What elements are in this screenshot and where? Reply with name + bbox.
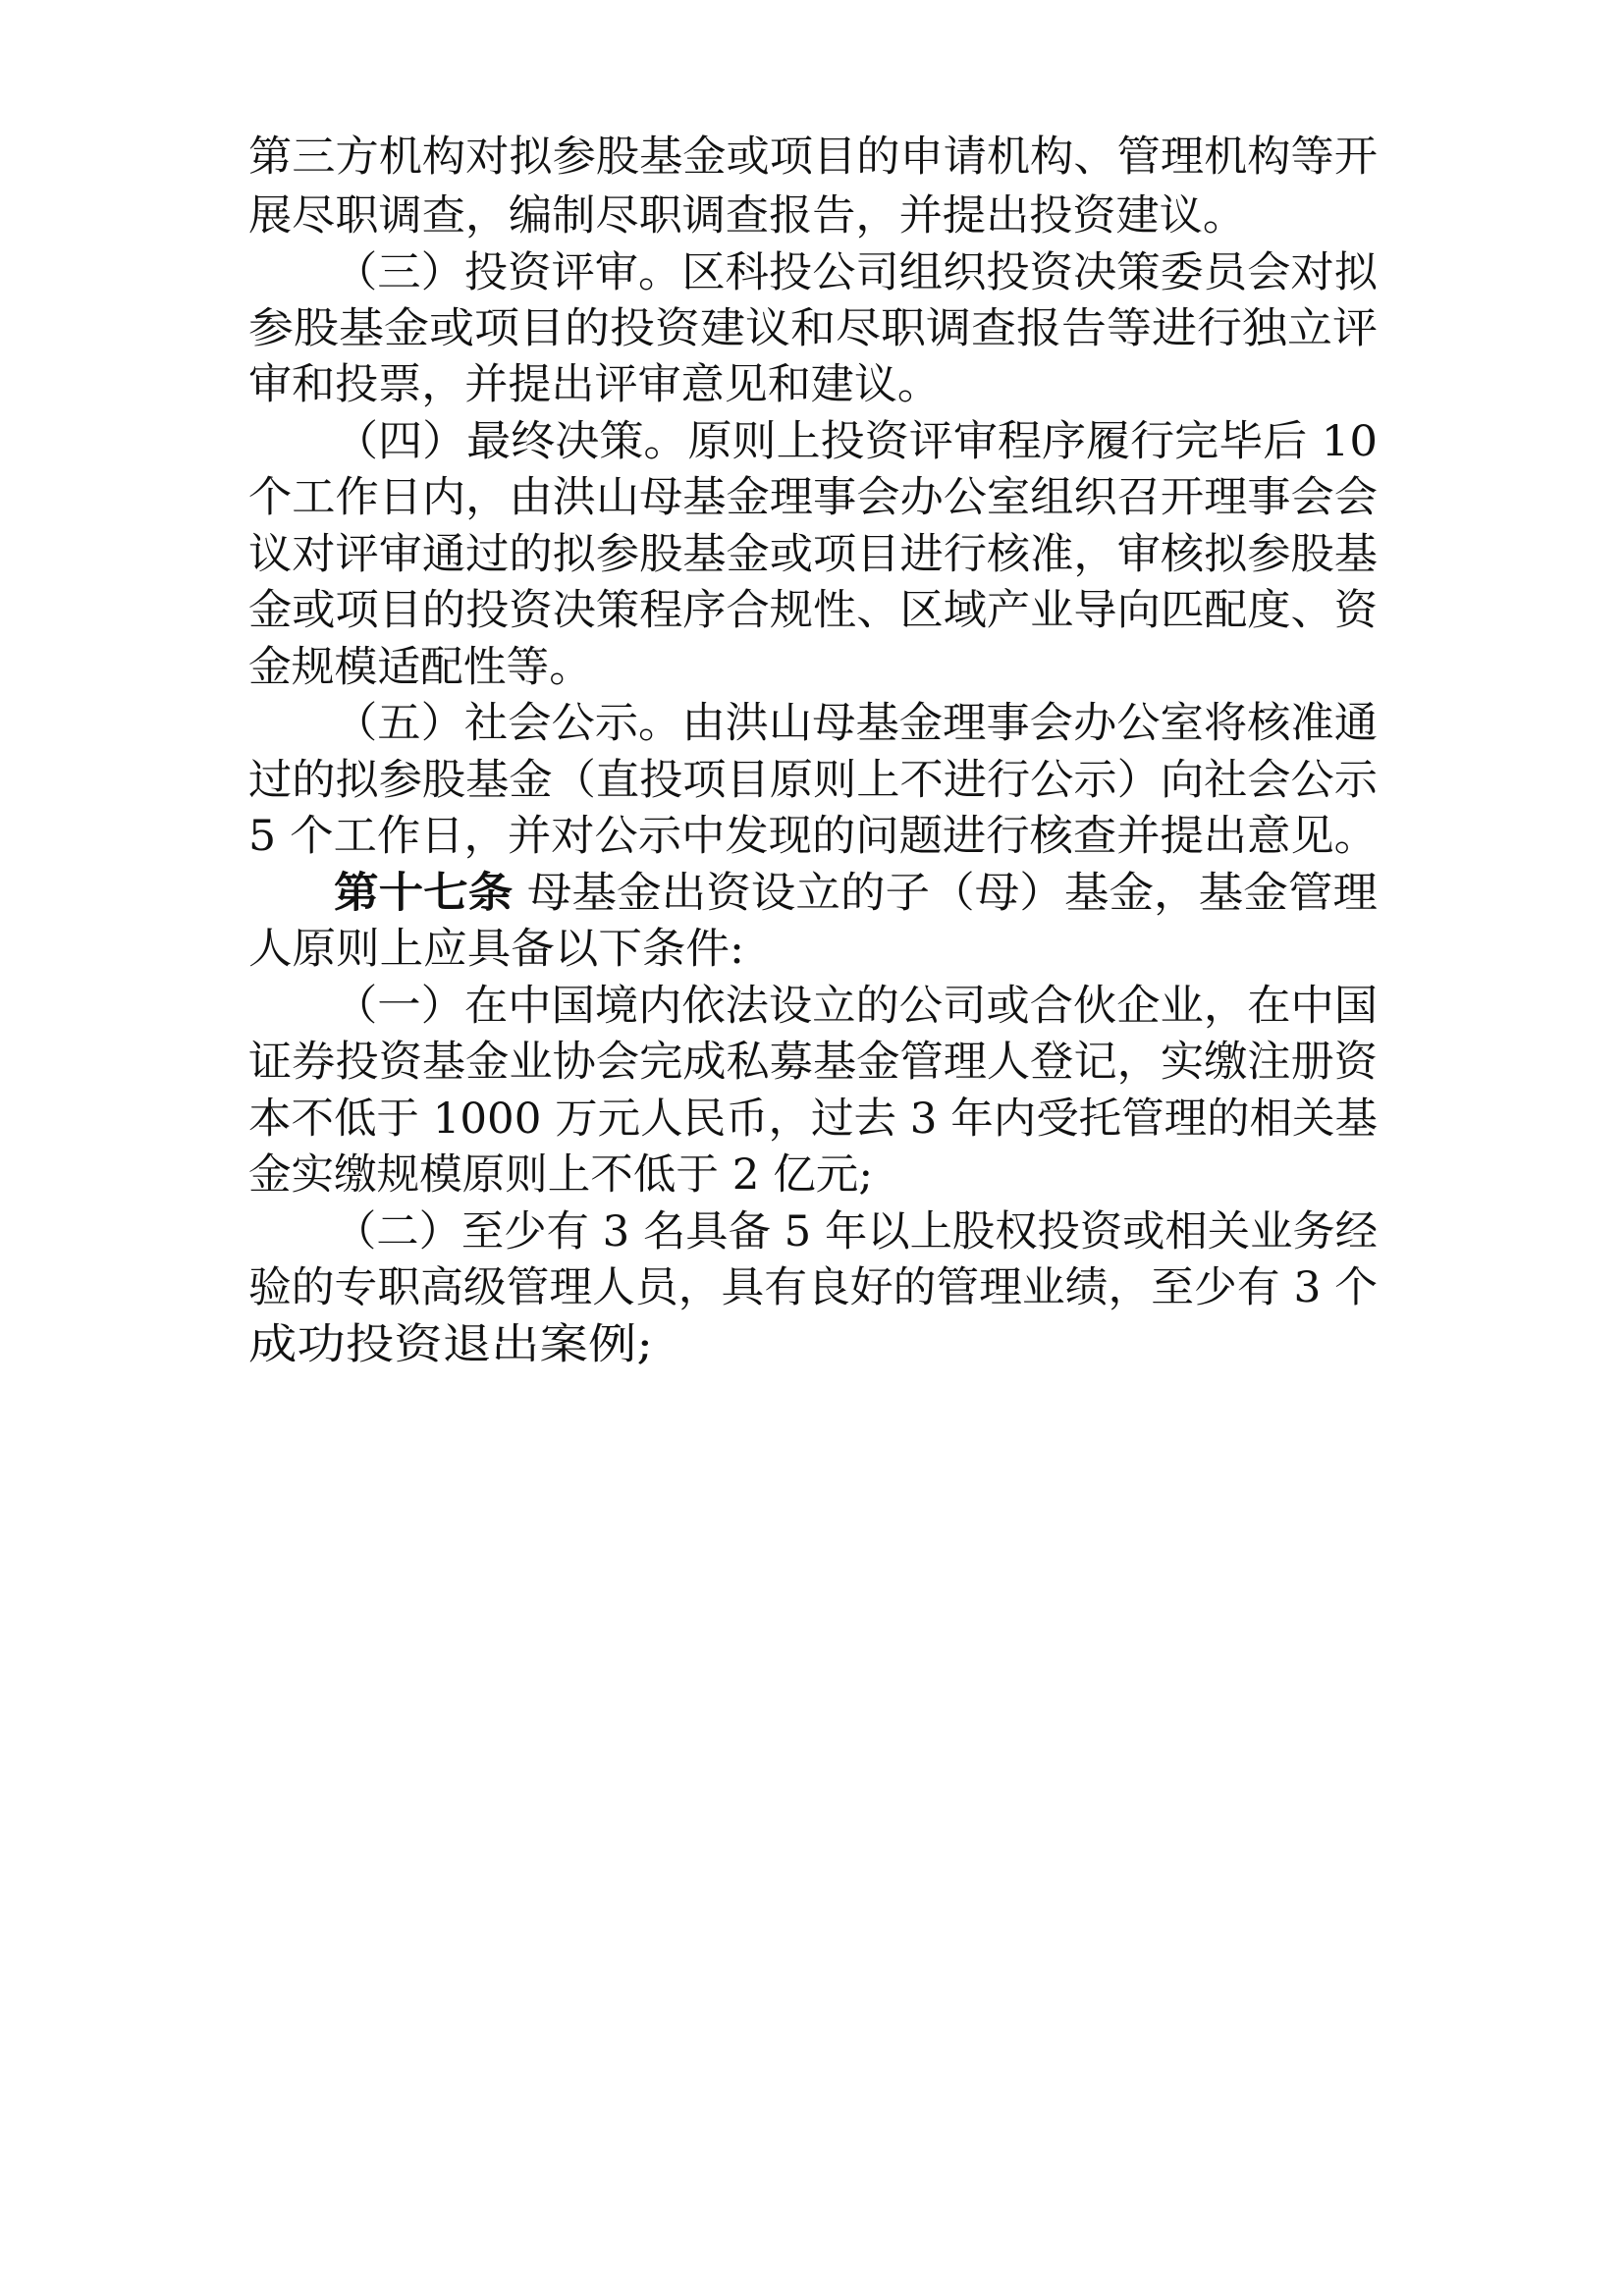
line-text: 议对评审通过的拟参股基金或项目进行核准，审核拟参股基: [248, 530, 1378, 579]
line-text: 金规模适配性等。: [248, 643, 592, 692]
line-text: 展尽职调查，编制尽职调查报告，并提出投资建议。: [248, 191, 1246, 240]
line-text: （五）社会公示。由洪山母基金理事会办公室将核准通: [334, 699, 1378, 748]
line-text: 个工作日内，由洪山母基金理事会办公室组织召开理事会会: [248, 473, 1378, 522]
line-text: 参股基金或项目的投资建议和尽职调查报告等进行独立评: [248, 304, 1378, 353]
line-text: （二）至少有 3 名具备 5 年以上股权投资或相关业务经: [334, 1207, 1378, 1256]
line-text: 证券投资基金业协会完成私募基金管理人登记，实缴注册资: [248, 1038, 1378, 1087]
line-text: 验的专职高级管理人员，具有良好的管理业绩，至少有 3 个: [248, 1263, 1378, 1312]
line-text: 母基金出资设立的子（母）基金，基金管理: [513, 869, 1378, 918]
line-text: 金或项目的投资决策程序合规性、区域产业导向匹配度、资: [248, 586, 1378, 635]
article-label: 第十七条: [334, 869, 514, 918]
line-text: 审和投票，并提出评审意见和建议。: [248, 360, 941, 409]
line-text: 5 个工作日，并对公示中发现的问题进行核查并提出意见。: [248, 812, 1378, 861]
line-text: 金实缴规模原则上不低于 2 亿元;: [248, 1150, 874, 1200]
line-text: （四）最终决策。原则上投资评审程序履行完毕后 10: [334, 417, 1378, 466]
line-text: （三）投资评审。区科投公司组织投资决策委员会对拟: [334, 248, 1378, 297]
line-text: 本不低于 1000 万元人民币，过去 3 年内受托管理的相关基: [248, 1095, 1379, 1144]
line-text: 过的拟参股基金（直投项目原则上不进行公示）向社会公示: [248, 756, 1378, 805]
line-text: 第三方机构对拟参股基金或项目的申请机构、管理机构等开: [248, 133, 1378, 182]
line-text: 人原则上应具备以下条件:: [248, 925, 744, 974]
text-line: [0, 1306, 1624, 1384]
line-text: 成功投资退出案例;: [248, 1320, 653, 1369]
line-text: （一）在中国境内依法设立的公司或合伙企业，在中国: [334, 982, 1378, 1031]
